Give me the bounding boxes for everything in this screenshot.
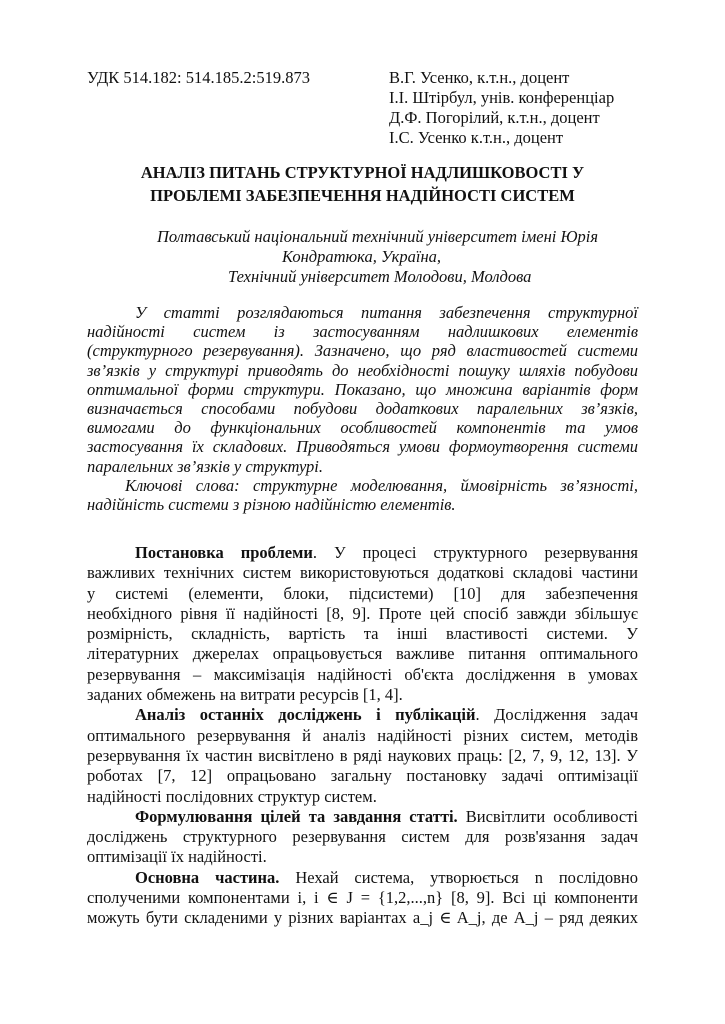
body-line: у системі (елементи, блоки, підсистеми) [10] для забезпечення xyxy=(87,583,638,603)
abstract-line: (структурного резервування). Зазначено, що ряд властивостей системи xyxy=(87,341,638,361)
affiliation-line-2: Кондратюка, Україна, xyxy=(282,247,442,266)
body-text xyxy=(87,543,638,929)
author-4: І.С. Усенко к.т.н., доцент xyxy=(389,128,564,147)
section-heading-goals: Формулювання цілей та завдання статті. xyxy=(135,806,458,826)
keywords-line: Ключові слова: структурне моделювання, ймовірність зв’язності, xyxy=(125,475,638,495)
abstract-line: У статті розглядаються питання забезпечення структурної xyxy=(135,303,638,322)
affiliation-line-1: Полтавський національний технічний університет імені Юрія xyxy=(157,227,599,246)
body-line: заданих обмежень на витрати ресурсів [1, 4]. xyxy=(87,685,403,705)
section-heading-analysis: Аналіз останніх досліджень і публікацій xyxy=(135,705,476,725)
body-line: можуть бути складеними у різних варіантах a_j ∈ A_j, де A_j – ряд деяких xyxy=(87,908,638,928)
title-line-2: ПРОБЛЕМІ ЗАБЕЗПЕЧЕННЯ НАДІЙНОСТІ СИСТЕМ xyxy=(150,186,575,205)
section-heading-main: Основна частина. xyxy=(135,867,280,887)
affiliation-line-3: Технічний університет Молодови, Молдова xyxy=(228,267,532,286)
body-line: надійності послідовних структур систем. xyxy=(87,786,377,806)
abstract-line: визначається способами побудови додаткових паралельних зв’язків, xyxy=(87,398,638,418)
author-1: В.Г. Усенко, к.т.н., доцент xyxy=(389,68,570,87)
author-2: І.І. Штірбул, унів. конференціар xyxy=(389,88,615,107)
abstract-line: оптимальної форми структури. Показано, що множина варіантів форм xyxy=(87,379,638,399)
abstract xyxy=(87,303,638,514)
body-line: оптимального резервування й аналіз надійності різних систем, методів xyxy=(87,725,638,745)
body-line: досліджень структурного резервування систем для розв'язання задач xyxy=(87,827,638,847)
body-line: роботах [7, 12] опрацьовано загальну постановку задачі оптимізації xyxy=(87,766,638,786)
abstract-line: зв’язків у структурі приводять до необхідності пошуку шляхів побудови xyxy=(87,360,638,380)
section-problem-first-line: Постановка проблеми. У процесі структурного резервування xyxy=(135,543,638,562)
body-line: важливих технічних систем використовуються додаткові складові частини xyxy=(87,563,638,583)
abstract-line: паралельних зв’язків у структурі. xyxy=(87,456,324,476)
title-line-1: АНАЛІЗ ПИТАНЬ СТРУКТУРНОЇ НАДЛИШКОВОСТІ У xyxy=(140,163,585,182)
section-main-first-line: Основна частина. Нехай система, утворюється n послідовно xyxy=(135,867,638,887)
author-3: Д.Ф. Погорілий, к.т.н., доцент xyxy=(389,108,600,127)
author-list xyxy=(389,68,614,148)
abstract-line: надійності систем із застосуванням надлишкових елементів xyxy=(87,322,638,342)
section-goals-first-line: Формулювання цілей та завдання статті. Висвітлити особливості xyxy=(135,806,638,826)
body-line: необхідного рівня її надійності [8, 9]. Проте цей спосіб завжди збільшує xyxy=(87,603,638,623)
abstract-line: вимогами до функціональних особливостей компонентів та умов xyxy=(87,418,638,438)
abstract-line: застосування їх складових. Приводяться умови формоутворення системи xyxy=(87,437,638,457)
body-line: сполученими компонентами i, i ∈ J = {1,2,...,n} [8, 9]. Всі ці компоненти xyxy=(87,888,638,908)
udk-code: УДК 514.182: 514.185.2:519.873 xyxy=(87,68,310,87)
body-line: резервування – максимізація надійності об'єкта дослідження в умовах xyxy=(87,664,638,684)
body-line: оптимізації їх надійності. xyxy=(87,847,267,867)
body-line: розмірність, складність, вартість та інші властивості системи. У xyxy=(87,624,638,644)
paper-title xyxy=(0,161,725,207)
section-heading-problem: Постановка проблеми xyxy=(135,543,313,562)
body-line: резервування їх частин висвітлено в ряді наукових праць: [2, 7, 9, 12, 13]. У xyxy=(87,745,638,765)
keywords-line: надійність системи з різною надійністю елементів. xyxy=(87,494,456,514)
body-line: літературних джерелах опрацьовується важливе питання оптимального xyxy=(87,644,638,664)
section-analysis-first-line: Аналіз останніх досліджень і публікацій. Дослідження задач xyxy=(135,705,639,725)
